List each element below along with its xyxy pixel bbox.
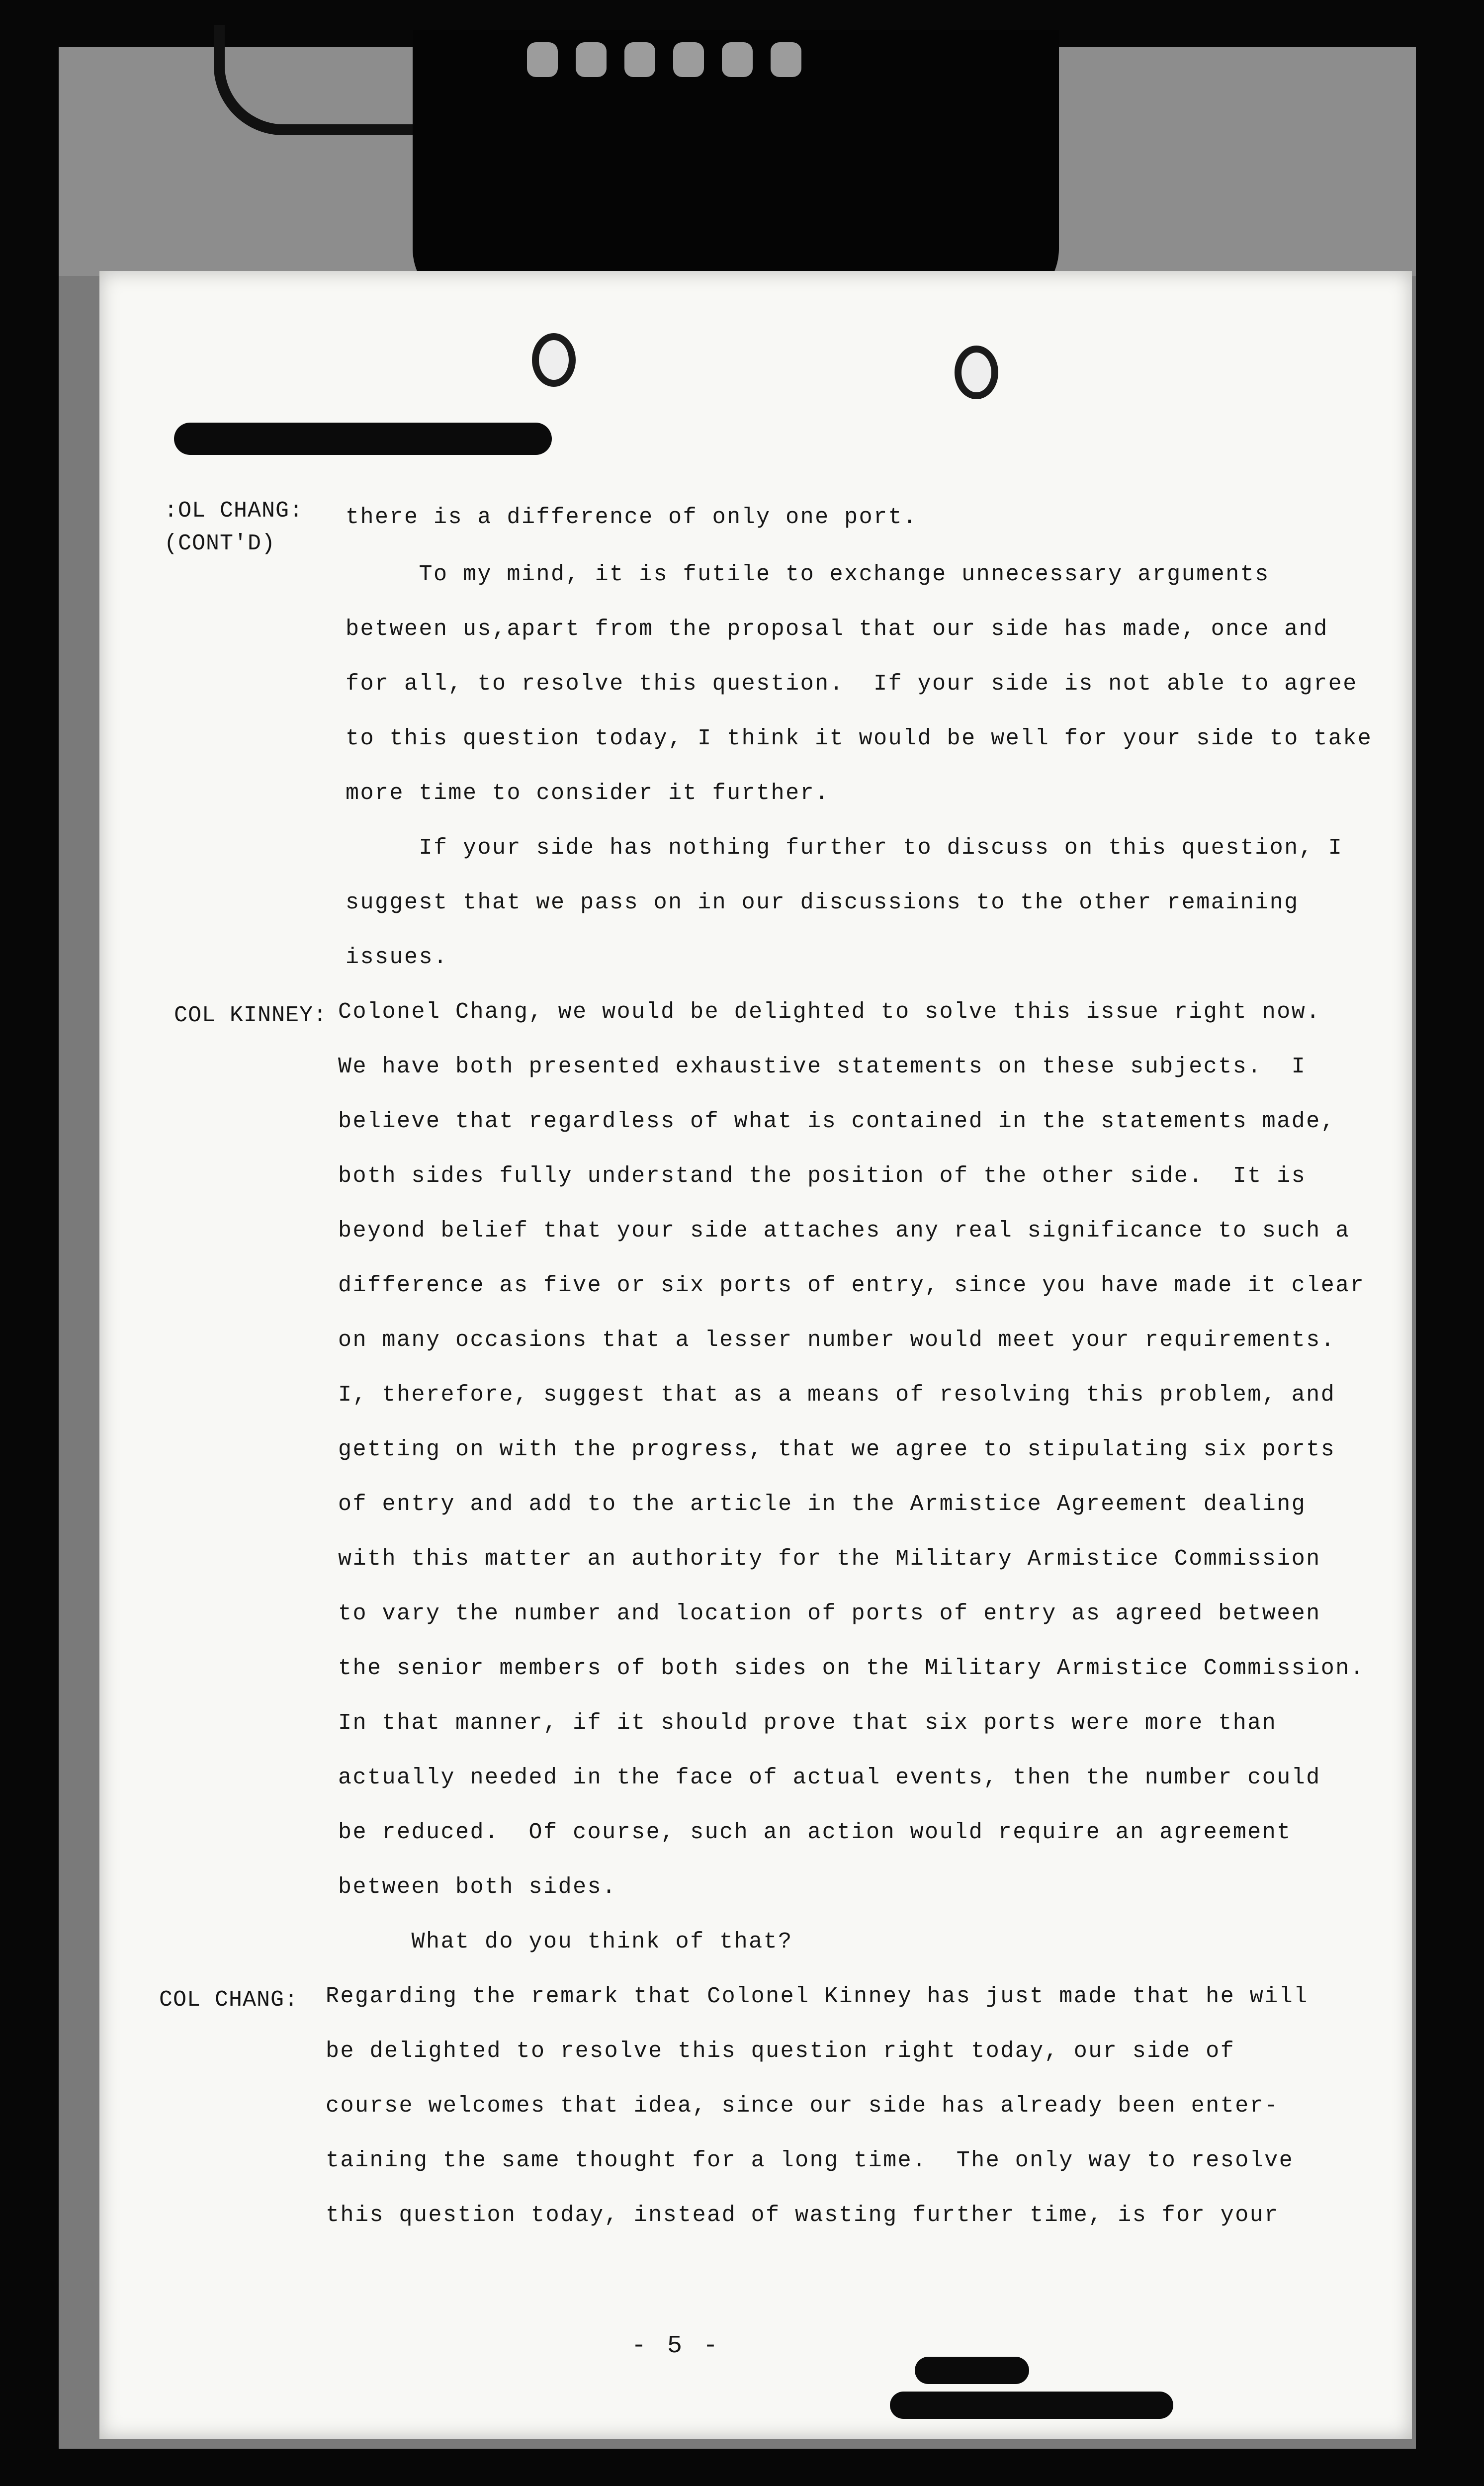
punch-hole-left	[532, 333, 576, 387]
document-page	[99, 271, 1412, 2439]
speaker-label: :OL CHANG: (CONT'D)	[164, 498, 304, 556]
text-line: If your side has nothing further to discuss on this question, I	[346, 835, 1343, 861]
text-line: suggest that we pass on in our discussions to the other remaining	[346, 890, 1299, 915]
text-line: be delighted to resolve this question right today, our side of	[326, 2039, 1235, 2064]
text-line: difference as five or six ports of entry, since you have made it clear	[338, 1273, 1365, 1298]
clip-teeth	[527, 42, 875, 82]
text-line: getting on with the progress, that we agree to stipulating six ports	[338, 1437, 1336, 1462]
text-line: taining the same thought for a long time. The only way to resolve	[326, 2148, 1294, 2173]
text-line: course welcomes that idea, since our side has already been enter-	[326, 2093, 1279, 2119]
footer-redaction-top	[915, 2357, 1029, 2384]
text-line: both sides fully understand the position of the other side. It is	[338, 1163, 1307, 1189]
text-line: believe that regardless of what is contained in the statements made,	[338, 1109, 1336, 1134]
text-line: Colonel Chang, we would be delighted to solve this issue right now.	[338, 999, 1321, 1025]
text-line: between both sides.	[338, 1874, 617, 1900]
text-line: To my mind, it is futile to exchange unnecessary arguments	[346, 562, 1270, 587]
text-line: be reduced. Of course, such an action would require an agreement	[338, 1820, 1292, 1845]
punch-hole-right	[955, 346, 998, 399]
page-number: - 5 -	[631, 2332, 721, 2360]
text-line: What do you think of that?	[338, 1929, 793, 1954]
text-line: I, therefore, suggest that as a means of resolving this problem, and	[338, 1382, 1336, 1408]
text-line: Regarding the remark that Colonel Kinney has just made that he will	[326, 1984, 1309, 2009]
text-line: this question today, instead of wasting further time, is for your	[326, 2203, 1279, 2228]
text-line: to vary the number and location of ports of entry as agreed between	[338, 1601, 1321, 1626]
classification-redaction	[174, 423, 552, 455]
text-line: there is a difference of only one port.	[346, 505, 918, 530]
text-line: on many occasions that a lesser number would meet your requirements.	[338, 1328, 1336, 1353]
text-line: issues.	[346, 945, 448, 970]
text-line: for all, to resolve this question. If your side is not able to agree	[346, 671, 1358, 697]
text-line: beyond belief that your side attaches any real significance to such a	[338, 1218, 1350, 1243]
footer-redaction-bottom	[890, 2392, 1173, 2419]
speaker-label: COL CHANG:	[159, 1987, 299, 2013]
text-line: actually needed in the face of actual events, then the number could	[338, 1765, 1321, 1790]
text-line: to this question today, I think it would be well for your side to take	[346, 726, 1373, 751]
text-line: between us,apart from the proposal that our side has made, once and	[346, 617, 1328, 642]
speaker-label: COL KINNEY:	[174, 1003, 328, 1028]
text-line: more time to consider it further.	[346, 781, 830, 806]
text-line: with this matter an authority for the Military Armistice Commission	[338, 1546, 1321, 1572]
text-line: the senior members of both sides on the Military Armistice Commission.	[338, 1656, 1365, 1681]
text-line: We have both presented exhaustive statements on these subjects. I	[338, 1054, 1307, 1079]
text-line: In that manner, if it should prove that six ports were more than	[338, 1710, 1277, 1736]
text-line: of entry and add to the article in the Armistice Agreement dealing	[338, 1492, 1307, 1517]
